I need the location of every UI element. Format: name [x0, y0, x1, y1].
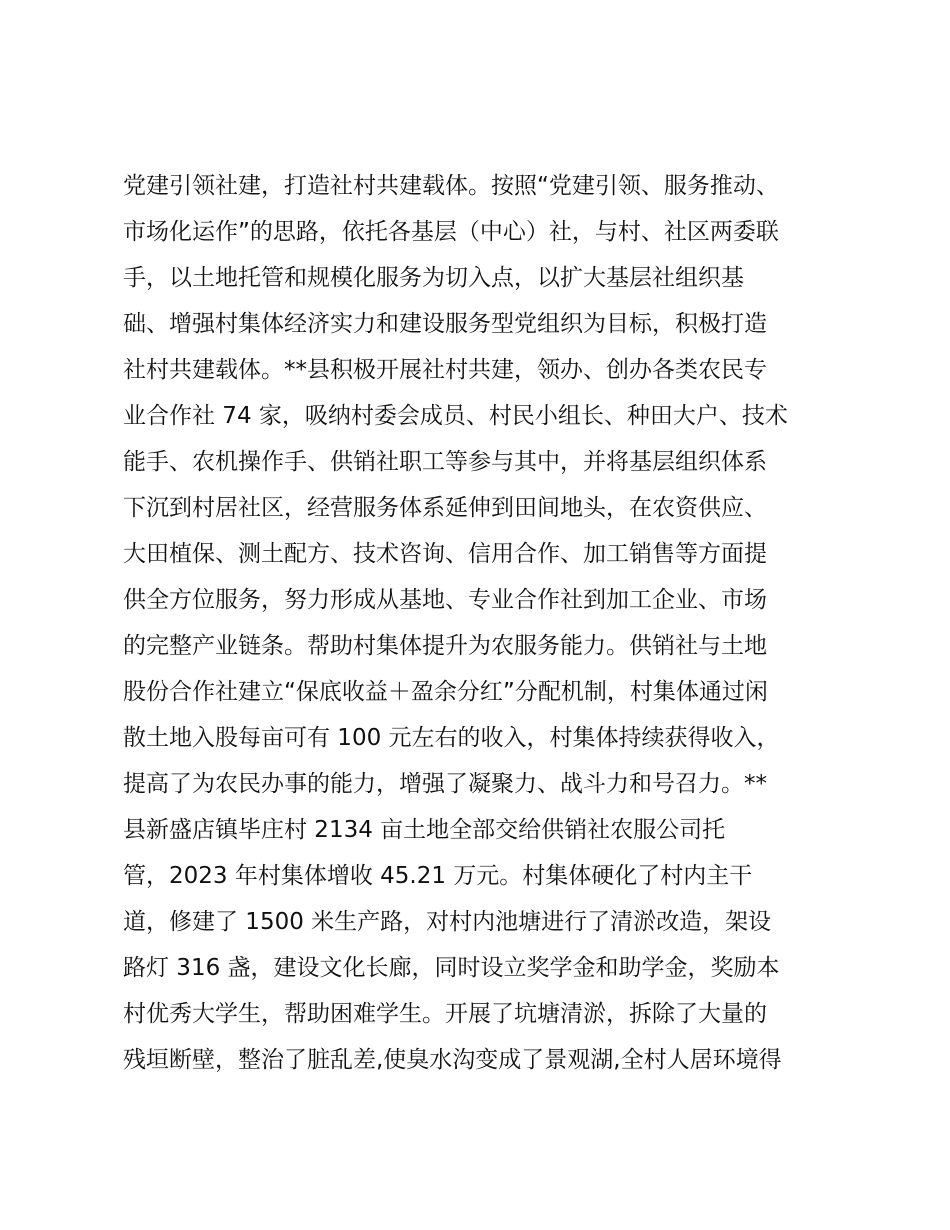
- text-line: 村优秀大学生，帮助困难学生。开展了坑塘清淤，拆除了大量的: [123, 1001, 767, 1027]
- body-paragraph: [123, 163, 843, 1083]
- text-line: 大田植保、测土配方、技术咨询、信用合作、加工销售等方面提: [123, 541, 767, 567]
- text-line: 手，以土地托管和规模化服务为切入点，以扩大基层社组织基: [123, 265, 744, 291]
- text-line: 道，修建了 1500 米生产路，对村内池塘进行了清淤改造，架设: [123, 909, 772, 935]
- text-line: 残垣断壁，整治了脏乱差,使臭水沟变成了景观湖,全村人居环境得: [123, 1047, 782, 1073]
- text-line: 础、增强村集体经济实力和建设服务型党组织为目标，积极打造: [123, 311, 767, 337]
- text-line: 管，2023 年村集体增收 45.21 万元。村集体硬化了村内主干: [123, 863, 753, 889]
- text-line: 散土地入股每亩可有 100 元左右的收入，村集体持续获得收入，: [123, 725, 780, 751]
- text-line: 的完整产业链条。帮助村集体提升为农服务能力。供销社与土地: [123, 633, 767, 659]
- text-line: 股份合作社建立“保底收益＋盈余分红”分配机制，村集体通过闲: [123, 679, 768, 705]
- text-line: 业合作社 74 家，吸纳村委会成员、村民小组长、种田大户、技术: [123, 403, 788, 429]
- text-line: 社村共建载体。**县积极开展社村共建，领办、创办各类农民专: [123, 357, 767, 383]
- text-line: 能手、农机操作手、供销社职工等参与其中，并将基层组织体系: [123, 449, 767, 475]
- text-line: 县新盛店镇毕庄村 2134 亩土地全部交给供销社农服公司托: [123, 817, 726, 843]
- text-line: 提高了为农民办事的能力，增强了凝聚力、战斗力和号召力。**: [123, 771, 767, 797]
- text-line: 党建引领社建，打造社村共建载体。按照“党建引领、服务推动、: [123, 173, 779, 199]
- text-line: 市场化运作”的思路，依托各基层（中心）社，与村、社区两委联: [123, 219, 779, 245]
- text-line: 供全方位服务，努力形成从基地、专业合作社到加工企业、市场: [123, 587, 767, 613]
- text-line: 路灯 316 盏，建设文化长廊，同时设立奖学金和助学金，奖励本: [123, 955, 780, 981]
- text-line: 下沉到村居社区，经营服务体系延伸到田间地头，在农资供应、: [123, 495, 767, 521]
